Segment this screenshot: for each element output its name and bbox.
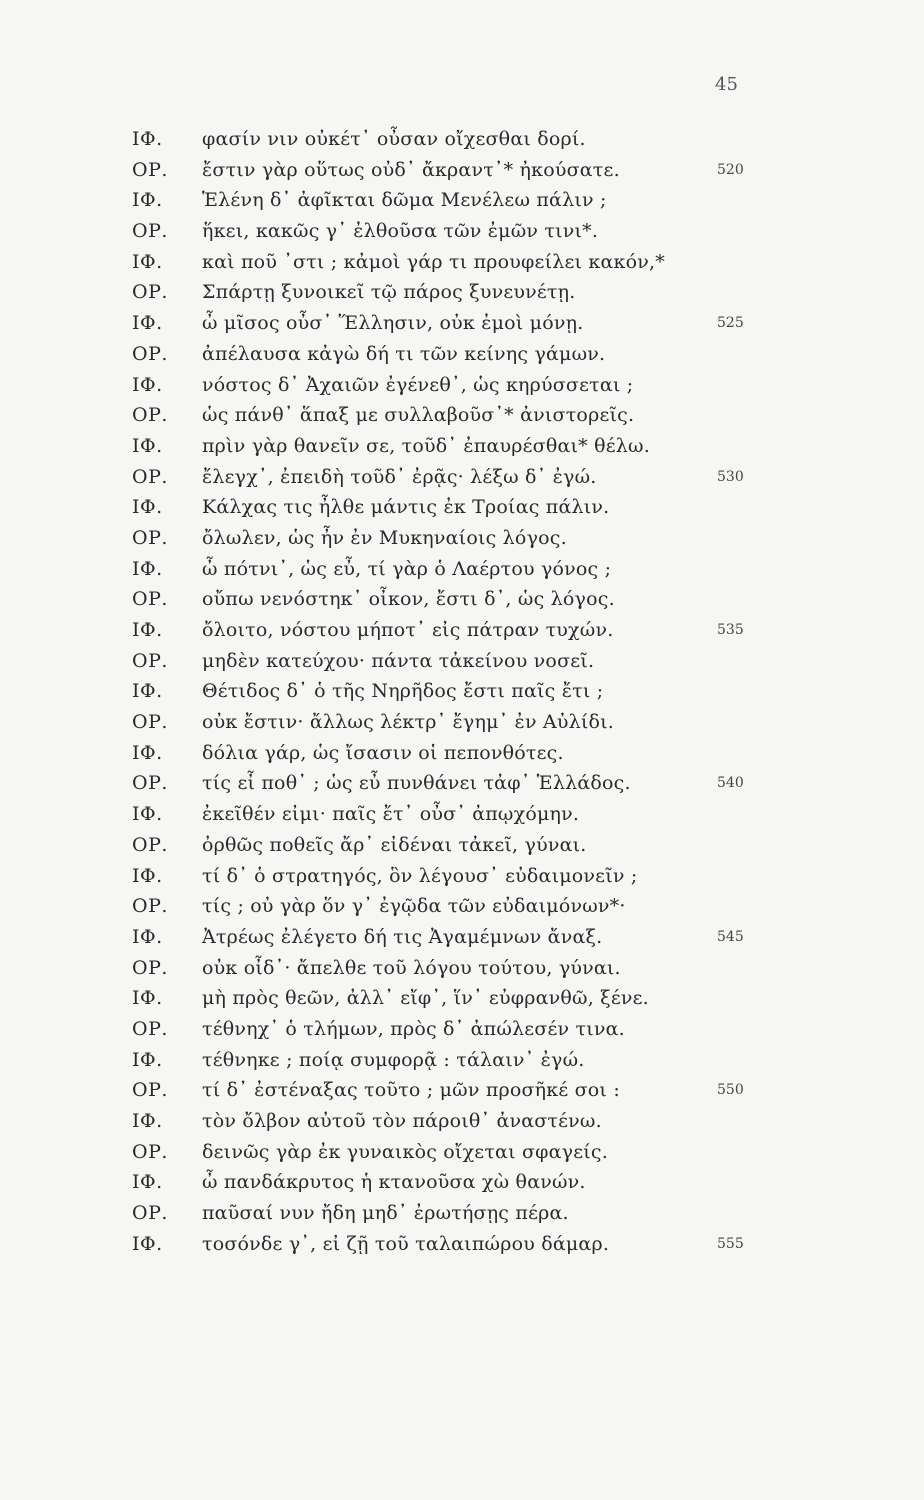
speaker-label: ΟΡ. xyxy=(132,158,168,181)
verse-line xyxy=(132,339,792,370)
speaker-label: ΟΡ. xyxy=(132,895,168,918)
speaker-label: ΟΡ. xyxy=(132,404,168,427)
verse-line xyxy=(132,922,792,953)
verse-text: οὐκ οἶδ᾽· ἄπελθε τοῦ λόγου τούτου, γύναι. xyxy=(202,956,621,979)
verse-line xyxy=(132,1198,792,1229)
verse-line xyxy=(132,830,792,861)
line-number: 530 xyxy=(717,468,744,485)
verse-text: ἐκεῖθέν εἰμι· παῖς ἔτ᾽ οὖσ᾽ ἀπῳχόμην. xyxy=(202,803,580,826)
speaker-label: ΙΦ. xyxy=(132,189,163,212)
speaker-label: ΟΡ. xyxy=(132,956,168,979)
speaker-label: ΟΡ. xyxy=(132,220,168,243)
speaker-label: ΟΡ. xyxy=(132,711,168,734)
verse-text: μὴ πρὸς θεῶν, ἀλλ᾽ εἴφ᾽, ἵν᾽ εὐφρανθῶ, ξένε. xyxy=(202,987,649,1010)
verse-line xyxy=(132,185,792,216)
speaker-label: ΙΦ. xyxy=(132,1171,163,1194)
line-number: 540 xyxy=(717,775,744,792)
speaker-label: ΟΡ. xyxy=(132,1079,168,1102)
speaker-label: ΟΡ. xyxy=(132,649,168,672)
verse-text: Σπάρτῃ ξυνοικεῖ τῷ πάρος ξυνευνέτῃ. xyxy=(202,281,576,304)
verse-text: μηδὲν κατεύχου· πάντα τἀκείνου νοσεῖ. xyxy=(202,649,595,672)
speaker-label: ΙΦ. xyxy=(132,803,163,826)
verse-text: τίς εἶ ποθ᾽ ; ὡς εὖ πυνθάνει τἀφ᾽ Ἑλλάδος. xyxy=(202,772,631,795)
speaker-label: ΙΦ. xyxy=(132,1232,163,1255)
verse-line xyxy=(132,707,792,738)
speaker-label: ΟΡ. xyxy=(132,465,168,488)
verse-text: ὡς πάνθ᾽ ἅπαξ με συλλαβοῦσ᾽* ἀνιστορεῖς. xyxy=(202,404,635,427)
verse-line xyxy=(132,400,792,431)
verse-text: πρὶν γὰρ θανεῖν σε, τοῦδ᾽ ἐπαυρέσθαι* θέλω. xyxy=(202,434,650,457)
verse-text: οὔπω νενόστηκ᾽ οἶκον, ἔστι δ᾽, ὡς λόγος. xyxy=(202,588,615,611)
verse-text: τέθνηχ᾽ ὁ τλήμων, πρὸς δ᾽ ἀπώλεσέν τινα. xyxy=(202,1017,625,1040)
verse-line xyxy=(132,155,792,186)
speaker-label: ΙΦ. xyxy=(132,250,163,273)
verse-text: δεινῶς γὰρ ἐκ γυναικὸς οἴχεται σφαγείς. xyxy=(202,1140,609,1163)
speaker-label: ΙΦ. xyxy=(132,128,163,150)
line-number: 545 xyxy=(717,928,744,945)
verse-line xyxy=(132,462,792,493)
speaker-label: ΟΡ. xyxy=(132,526,168,549)
verse-text: ὦ πότνι᾽, ὡς εὖ, τί γὰρ ὁ Λαέρτου γόνος ; xyxy=(202,557,612,580)
verse-line xyxy=(132,370,792,401)
line-number: 555 xyxy=(717,1235,744,1252)
verse-text: ἀπέλαυσα κἀγὼ δή τι τῶν κείνης γάμων. xyxy=(202,342,606,365)
verse-text: ὀρθῶς ποθεῖς ἄρ᾽ εἰδέναι τἀκεῖ, γύναι. xyxy=(202,833,587,856)
verse-line xyxy=(132,1137,792,1168)
speaker-label: ΙΦ. xyxy=(132,1048,163,1071)
speaker-label: ΟΡ. xyxy=(132,588,168,611)
verse-line xyxy=(132,247,792,278)
verse-line xyxy=(132,584,792,615)
verse-line xyxy=(132,891,792,922)
verse-line xyxy=(132,216,792,247)
speaker-label: ΟΡ. xyxy=(132,772,168,795)
verse-text: Ἀτρέως ἐλέγετο δή τις Ἀγαμέμνων ἄναξ. xyxy=(202,925,603,948)
verse-text: τέθνηκε ; ποίᾳ συμφορᾷ : τάλαιν᾽ ἐγώ. xyxy=(202,1048,585,1071)
verse-text: παῦσαί νυν ἤδη μηδ᾽ ἐρωτήσῃς πέρα. xyxy=(202,1202,569,1225)
verse-text: τίς ; οὐ γὰρ ὅν γ᾽ ἐγῷδα τῶν εὐδαιμόνων*· xyxy=(202,895,626,918)
verse-text: ἥκει, κακῶς γ᾽ ἐλθοῦσα τῶν ἐμῶν τινι*. xyxy=(202,220,599,243)
line-number: 535 xyxy=(717,622,744,638)
verse-text: δόλια γάρ, ὡς ἴσασιν οἱ πεπονθότες. xyxy=(202,741,564,764)
verse-text: Θέτιδος δ᾽ ὁ τῆς Νηρῆδος ἔστι παῖς ἔτι ; xyxy=(202,680,604,703)
verse-line xyxy=(132,431,792,462)
page-number: 45 xyxy=(715,74,738,95)
verse-line xyxy=(132,492,792,523)
verse-line xyxy=(132,615,792,646)
speaker-label: ΙΦ. xyxy=(132,557,163,580)
verse-line xyxy=(132,1106,792,1137)
verse-text: καὶ ποῦ ᾽στι ; κἀμοὶ γάρ τι προυφείλει κακόν,* xyxy=(202,250,665,273)
verse-text: Ἑλένη δ᾽ ἀφῖκται δῶμα Μενέλεω πάλιν ; xyxy=(202,189,607,212)
verse-line xyxy=(132,1045,792,1076)
verse-text: ὦ πανδάκρυτος ἡ κτανοῦσα χὼ θανών. xyxy=(202,1171,586,1194)
speaker-label: ΟΡ. xyxy=(132,1202,168,1225)
speaker-label: ΙΦ. xyxy=(132,619,163,641)
verse-line xyxy=(132,861,792,892)
speaker-label: ΙΦ. xyxy=(132,864,163,887)
verse-text: ὄλοιτο, νόστου μήποτ᾽ εἰς πάτραν τυχών. xyxy=(202,619,614,641)
speaker-label: ΙΦ. xyxy=(132,312,163,335)
verse-text: ὦ μῖσος οὖσ᾽ Ἕλλησιν, οὐκ ἐμοὶ μόνῃ. xyxy=(202,312,584,335)
speaker-label: ΙΦ. xyxy=(132,925,163,948)
verse-text: ἔστιν γὰρ οὕτως οὐδ᾽ ἄκραντ᾽* ἠκούσατε. xyxy=(202,158,620,181)
verse-line xyxy=(132,799,792,830)
verse-line xyxy=(132,308,792,339)
verse-line xyxy=(132,646,792,677)
verse-text: φασίν νιν οὐκέτ᾽ οὖσαν οἴχεσθαι δορί. xyxy=(202,128,586,150)
speaker-label: ΙΦ. xyxy=(132,373,163,396)
verse-line xyxy=(132,1075,792,1106)
verse-text: νόστος δ᾽ Ἀχαιῶν ἐγένεθ᾽, ὡς κηρύσσεται ; xyxy=(202,373,634,396)
speaker-label: ΙΦ. xyxy=(132,741,163,764)
speaker-label: ΙΦ. xyxy=(132,987,163,1010)
verse-line xyxy=(132,554,792,585)
verse-line xyxy=(132,983,792,1014)
verse-text: τοσόνδε γ᾽, εἰ ζῇ τοῦ ταλαιπώρου δάμαρ. xyxy=(202,1232,610,1255)
verse-line xyxy=(132,953,792,984)
verse-text: ἔλεγχ᾽, ἐπειδὴ τοῦδ᾽ ἐρᾷς· λέξω δ᾽ ἐγώ. xyxy=(202,465,597,488)
verse-line xyxy=(132,738,792,769)
line-number: 520 xyxy=(717,161,744,178)
verse-block xyxy=(132,124,792,1259)
speaker-label: ΙΦ. xyxy=(132,434,163,457)
line-number: 550 xyxy=(717,1082,744,1099)
verse-text: οὐκ ἔστιν· ἄλλως λέκτρ᾽ ἔγημ᾽ ἐν Αὐλίδι. xyxy=(202,711,615,734)
verse-line xyxy=(132,1229,792,1260)
verse-text: τί δ᾽ ἐστέναξας τοῦτο ; μῶν προσῆκέ σοι : xyxy=(202,1079,620,1102)
verse-text: τὸν ὄλβον αὐτοῦ τὸν πάροιθ᾽ ἀναστένω. xyxy=(202,1110,602,1132)
verse-text: ὄλωλεν, ὡς ἦν ἐν Μυκηναίοις λόγος. xyxy=(202,526,567,549)
verse-line xyxy=(132,124,792,155)
verse-text: τί δ᾽ ὁ στρατηγός, ὃν λέγουσ᾽ εὐδαιμονεῖν ; xyxy=(202,864,638,887)
speaker-label: ΟΡ. xyxy=(132,1140,168,1163)
verse-line xyxy=(132,277,792,308)
line-number: 525 xyxy=(717,315,744,332)
speaker-label: ΟΡ. xyxy=(132,342,168,365)
verse-line xyxy=(132,768,792,799)
speaker-label: ΟΡ. xyxy=(132,1017,168,1040)
verse-line xyxy=(132,676,792,707)
verse-text: Κάλχας τις ἦλθε μάντις ἐκ Τροίας πάλιν. xyxy=(202,496,610,519)
speaker-label: ΙΦ. xyxy=(132,680,163,703)
verse-line xyxy=(132,523,792,554)
speaker-label: ΙΦ. xyxy=(132,1110,163,1132)
speaker-label: ΙΦ. xyxy=(132,496,163,519)
verse-line xyxy=(132,1014,792,1045)
speaker-label: ΟΡ. xyxy=(132,281,168,304)
speaker-label: ΟΡ. xyxy=(132,833,168,856)
verse-line xyxy=(132,1167,792,1198)
